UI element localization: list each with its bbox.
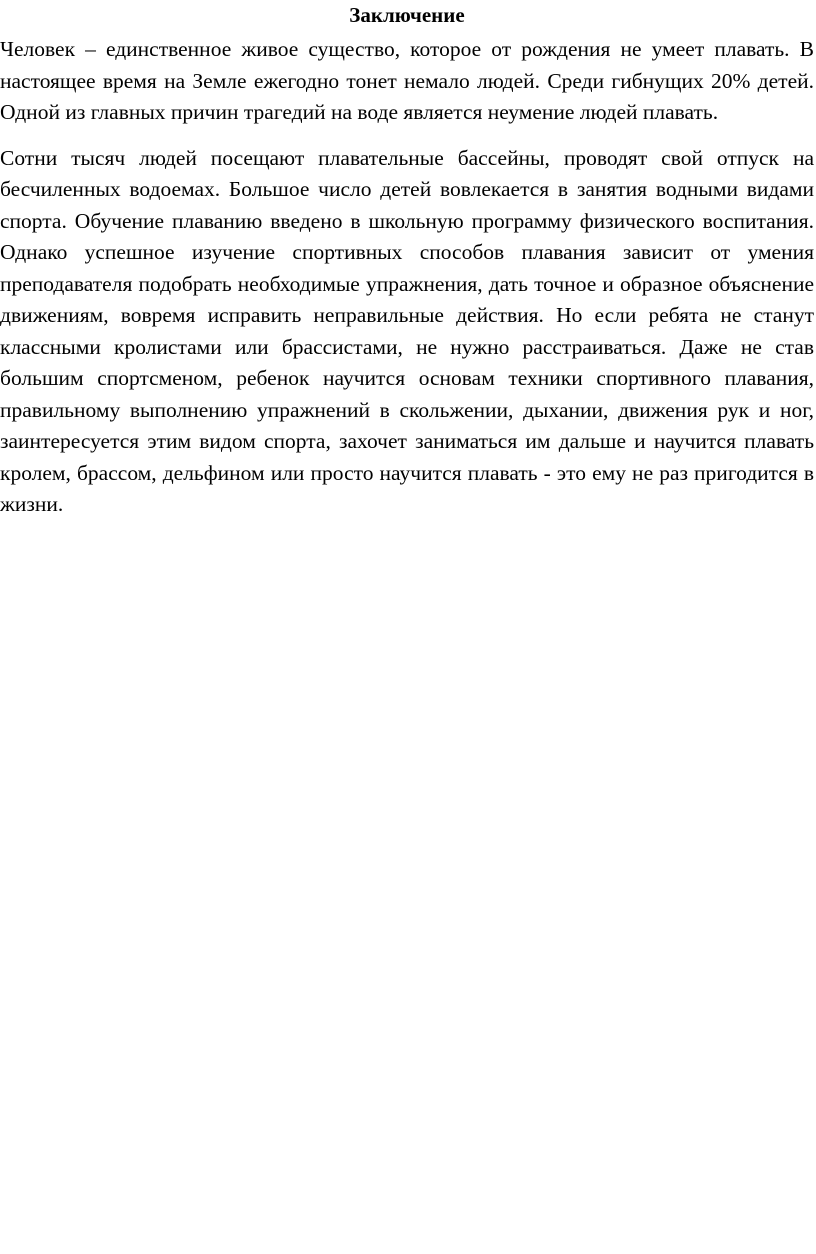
paragraph-intro: Человек – единственное живое существо, которое от рождения не умеет плавать. В настоящее время на Земле ежегодно тонет немало людей. Среди гибнущих 20% детей. Одной из главных причин трагедий на воде является неумение людей плавать. [0, 37, 814, 124]
paragraph-body: Сотни тысяч людей посещают плавательные бассейны, проводят свой отпуск на бесчиленных водоемах. Большое число детей вовлекается в занятия водными видами спорта. Обучение плаванию введено в школьную программу физического воспитания. Однако успешное изучение спортивных способов плавания зависит от умения преподавателя подобрать необходимые упражнения, дать точное и образное объяснение движениям, вовремя исправить неправильные действия. Но если ребята не станут классными кролистами или брассистами, не нужно расстраиваться. Даже не став большим спортсменом, ребенок научится основам техники спортивного плавания, правильному выполнению упражнений в скольжении, дыхании, движения рук и ног, заинтересуется этим видом спорта, захочет заниматься им дальше и научится плавать кролем, брассом, дельфином или просто научится плавать - это ему не раз пригодится в жизни. [0, 145, 814, 516]
document-title: Заключение [349, 3, 465, 27]
